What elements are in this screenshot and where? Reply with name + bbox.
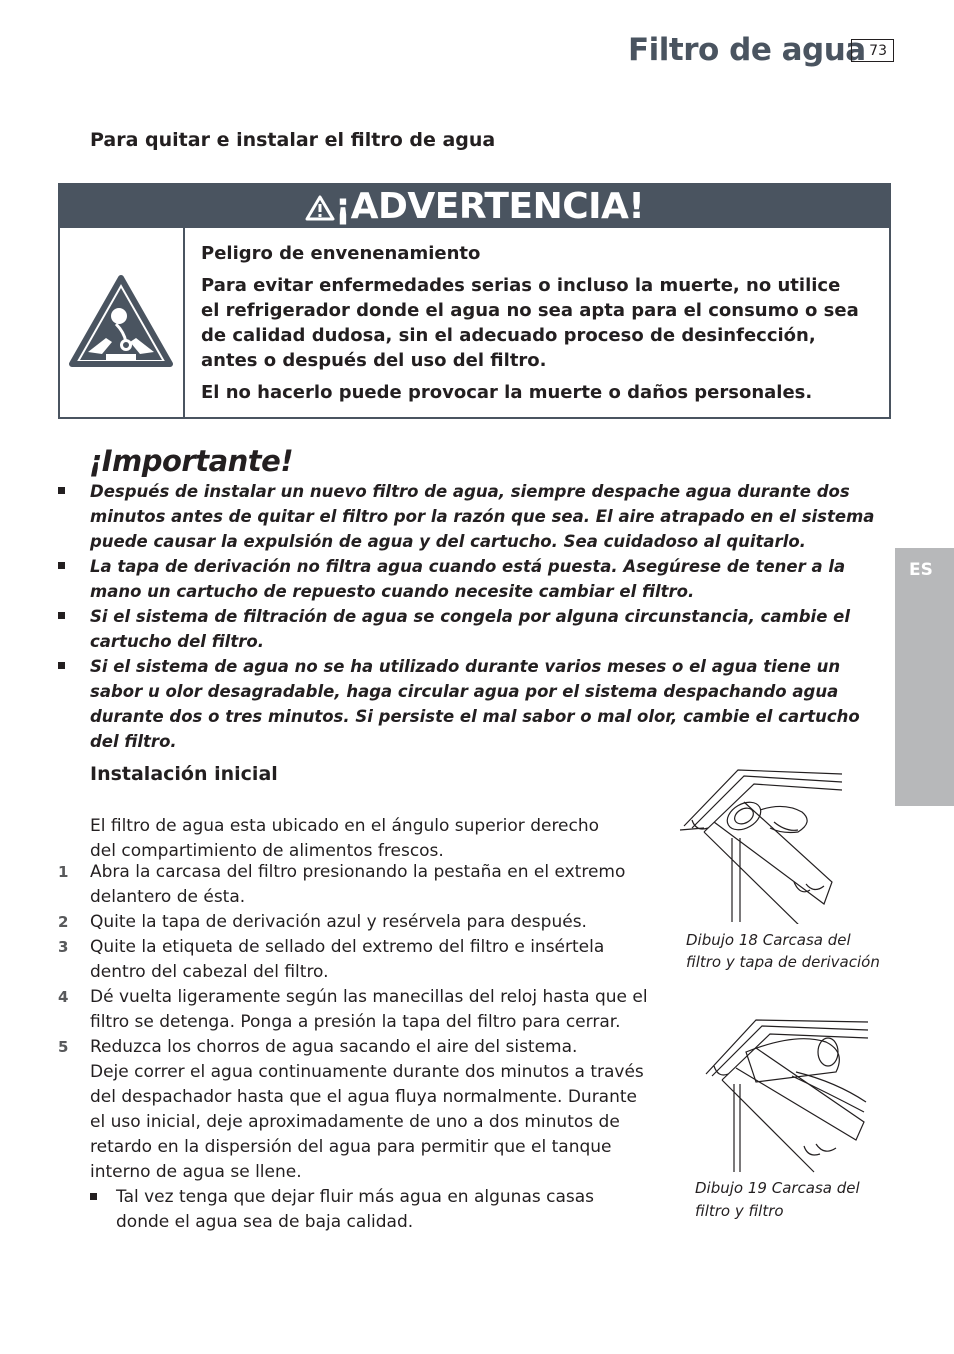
warning-box [58,183,891,419]
page-number: 73 [851,39,894,62]
step-text: Quite la tapa de derivación azul y resérvela para después. [90,912,587,932]
step-number: 2 [58,913,69,931]
warning-title-text: ¡ADVERTENCIA! [334,186,645,227]
important-item [58,479,888,554]
step-item [58,935,648,985]
section-heading: Para quitar e instalar el filtro de agua [90,129,496,151]
step-number: 5 [58,1038,69,1056]
important-item-text: Si el sistema de filtración de agua se congela por alguna circunstancia, cambie el cartucho del filtro. [90,607,850,651]
figure-18-caption: Dibujo 18 Carcasa del filtro y tapa de derivación [686,931,880,971]
step-item [58,985,648,1035]
important-item [58,554,888,604]
step-number: 1 [58,863,69,881]
important-item-text: Si el sistema de agua no se ha utilizado durante varios meses o el agua tiene un sabor u olor desagradable, haga circular agua por el sistema despachando agua durante dos o tres minutos. Si persiste el mal sabor o mal olor, cambie el cartucho del filtro. [90,657,860,751]
step-text: Quite la etiqueta de sellado del extremo del filtro e insértela dentro del cabezal del filtro. [90,937,605,982]
important-list [58,479,888,754]
important-item [58,654,888,754]
sub-bullet-item [90,1185,648,1235]
bullet-square-icon [58,612,65,619]
installation-steps [58,860,648,1235]
sub-bullet-text: Tal vez tenga que dejar fluir más agua en algunas casas donde el agua sea de baja calidad. [116,1187,595,1232]
important-item [58,604,888,654]
step-item [58,1035,648,1235]
filter-housing-bypass-cap-illustration [674,762,850,924]
important-item-text: Después de instalar un nuevo filtro de agua, siempre despache agua durante dos minutos antes de quitar el filtro por la razón que sea. El aire atrapado en el sistema puede causar la expulsión de agua y del cartucho. Sea cuidadoso al quitarlo. [90,482,875,551]
page-title: Filtro de agua [628,32,866,68]
bullet-square-icon [58,487,65,494]
step-item [58,910,648,935]
step-item [58,860,648,910]
language-tab [895,548,954,806]
figure-19-caption: Dibujo 19 Carcasa del filtro y filtro [695,1179,860,1220]
warning-body: Para evitar enfermedades serias o incluso la muerte, no utilice el refrigerador donde el agua no sea apta para el consumo o sea de calidad dudosa, sin el adecuado proceso de desinfección, antes o después del uso del filtro. [201,275,859,371]
warning-consequence: El no hacerlo puede provocar la muerte o daños personales. [201,382,813,403]
warning-icon-column [60,228,185,417]
bullet-square-icon [58,662,65,669]
bullet-square-icon [90,1193,97,1200]
step-number: 3 [58,938,69,956]
step-text: Reduzca los chorros de agua sacando el aire del sistema. [90,1037,578,1057]
warning-text [201,241,861,412]
warning-hazard: Peligro de envenenamiento [201,243,481,264]
warning-triangle-icon [305,195,335,221]
important-item-text: La tapa de derivación no filtra agua cuando está puesta. Asegúrese de tener a la mano un cartucho de repuesto cuando necesite cambiar el filtro. [90,557,846,601]
language-tab-label: ES [909,560,933,580]
important-title: ¡Importante! [89,444,294,478]
bullet-square-icon [58,562,65,569]
step-number: 4 [58,988,69,1006]
filter-housing-filter-illustration [696,1012,872,1174]
step-text: Abra la carcasa del filtro presionando la pestaña en el extremo delantero de ésta. [90,862,626,907]
step-extra-text: Deje correr el agua continuamente durante dos minutos a través del despachador hasta que el agua fluya normalmente. Durante el uso inicial, deje aproximadamente de uno a dos minutos de retardo en la dispersión del agua para permitir que el tanque interno de agua se llene. [90,1062,644,1182]
poison-hazard-icon [66,272,176,372]
installation-intro: El filtro de agua esta ubicado en el ángulo superior derecho del compartimiento de alimentos frescos. [90,816,600,861]
installation-heading: Instalación inicial [90,763,278,785]
warning-title [60,185,889,228]
step-text: Dé vuelta ligeramente según las manecillas del reloj hasta que el filtro se detenga. Ponga a presión la tapa del filtro para cerrar. [90,987,648,1032]
